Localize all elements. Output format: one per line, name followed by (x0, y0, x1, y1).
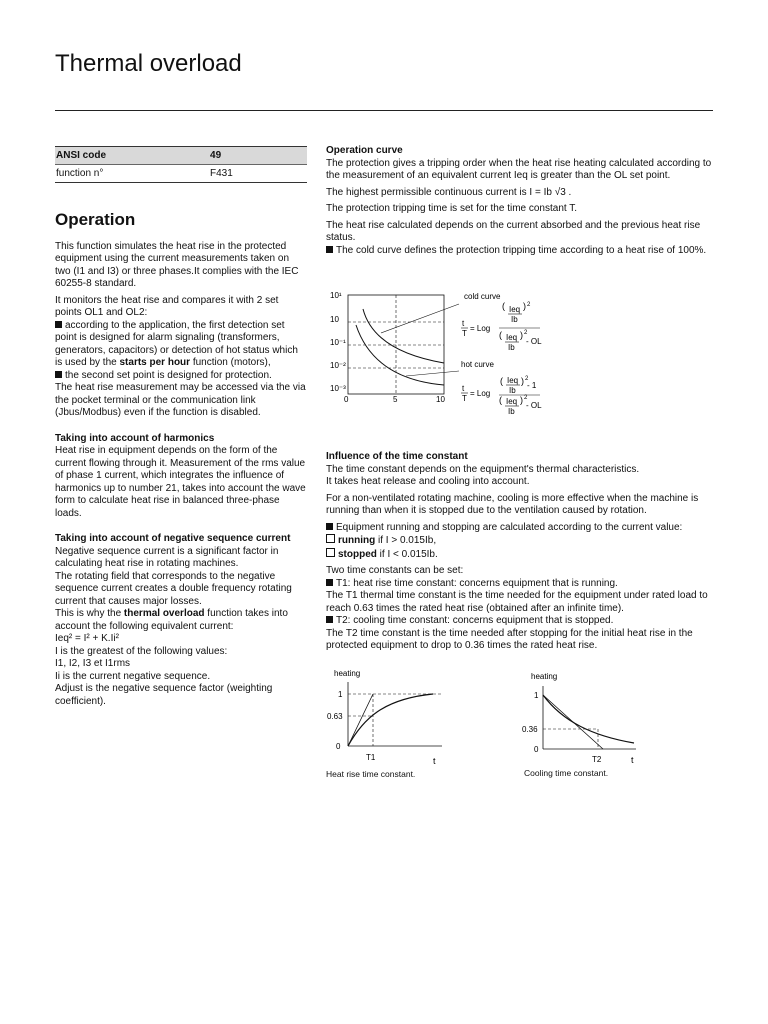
x-tick-label: T2 (592, 755, 602, 764)
cold-curve-text: The cold curve defines the protection tripping time according to a heat rise of 100%. (336, 244, 707, 256)
y-tick-label: 10 (330, 315, 339, 324)
negseq-heading: Taking into account of negative sequence current (55, 533, 291, 544)
ansi-table (55, 146, 307, 183)
bullet-icon (326, 579, 333, 586)
harmonics-text: Heat rise in equipment depends on the form of the current flowing through it. Measurement of the rms value of phase 1 current, which integrates the influence of harmonics up to number 21, takes into account the wave form to calculate heat rise in balanced three-phase loads. (55, 445, 306, 519)
y-axis-label: heating (334, 669, 361, 678)
bullet-icon (326, 523, 333, 530)
heat-rise-chart (318, 664, 458, 769)
formula-text: - 1 (527, 381, 537, 390)
paren-icon: ) (520, 330, 523, 340)
tc-line: The T2 time constant is the time needed after stopping for the initial heat rise in the protected equipment to drop to 0.36 times the rated heat rise. (326, 627, 693, 651)
y-tick-label: 10¹ (330, 291, 342, 300)
formula-text: = Log (470, 389, 491, 398)
tc-text: For a non-ventilated rotating machine, cooling is more effective when the machine is running than when it is stopped due to the ventilation caused by rotation. (326, 492, 699, 516)
cold-curve-pointer (381, 304, 459, 333)
cold-curve-formula (461, 301, 542, 352)
bullet-icon (55, 371, 62, 378)
paren-icon: ) (520, 395, 523, 405)
operation-heading: Operation (55, 210, 136, 229)
cooling-caption: Cooling time constant. (524, 768, 609, 778)
bullet-icon (55, 321, 62, 328)
operation-paragraph: This function simulates the heat rise in the protected equipment using the current measurements taken on two (I1 and I3) or three phases.It complies with the IEC 60255-8 standard. (55, 240, 299, 289)
x-tick-label: 0 (344, 395, 349, 404)
bullet-text: function (motors), (190, 357, 271, 368)
tc-text (326, 522, 716, 562)
tc-line: The T1 thermal time constant is the time needed for the equipment under rated load to reach 0.63 times the rated heat rise (obtained after an infinite time). (326, 590, 708, 614)
formula-text: = Log (470, 324, 491, 333)
formula-text: - OL (526, 401, 542, 410)
formula-text: Ieq (507, 376, 519, 385)
negseq-line: I is the greatest of the following values: (55, 645, 228, 657)
tc-text (326, 565, 716, 653)
formula-text: Ieq (506, 397, 518, 406)
title-rule (55, 110, 713, 111)
hot-formula-denominator (497, 393, 557, 417)
formula-text: - OL (526, 337, 542, 346)
formula-text: Ib (509, 386, 516, 395)
bullet-icon (326, 616, 333, 623)
function-value: F431 (210, 168, 233, 179)
tc-line: Two time constants can be set: (326, 565, 464, 576)
formula-text: Ieq (509, 305, 521, 314)
op-curve-text: The highest permissible continuous current is I = Ib √3 . (326, 186, 572, 198)
formula-text: Ib (508, 407, 515, 416)
x-tick-label: 5 (393, 395, 398, 404)
formula-text: 2 (524, 330, 528, 336)
checkbox-icon (326, 548, 335, 557)
op-curve-heading: Operation curve (326, 145, 403, 156)
cooling-chart (518, 664, 658, 769)
operation-curve-chart (326, 287, 566, 407)
bullet-text: the second set point is designed for protection. (65, 369, 272, 381)
formula-text: T (462, 394, 467, 403)
y-axis-label: heating (531, 672, 558, 681)
table-row (55, 165, 307, 183)
negseq-line: The rotating field that corresponds to the negative sequence current creates a double frequency rotating current that causes major losses. (55, 570, 292, 607)
y-tick-label: 1 (534, 691, 539, 700)
negseq-line: Adjust is the negative sequence factor (weighting coefficient). (55, 683, 273, 707)
paren-icon: ) (523, 301, 526, 311)
y-tick-label: 0 (534, 745, 539, 754)
tc-line: T2: cooling time constant: concerns equipment that is stopped. (336, 615, 614, 626)
formula-text: t (462, 384, 465, 393)
y-tick-label: 10⁻² (330, 361, 346, 370)
harmonics-heading: Taking into account of harmonics (55, 432, 215, 444)
tc-line: It takes heat release and cooling into account. (326, 476, 530, 487)
tc-text (326, 464, 716, 489)
tc-line: The time constant depends on the equipment's thermal characteristics. (326, 463, 640, 475)
tc-line: if I > 0.015Ib, (375, 535, 437, 546)
y-tick-label: 10⁻¹ (330, 338, 346, 347)
formula-text: 2 (524, 395, 528, 401)
time-constant-heading: Influence of the time constant (326, 451, 468, 462)
paren-icon: ( (500, 376, 503, 386)
negseq-line: Negative sequence current is a significant factor in calculating heat rise in rotating machines. (55, 545, 279, 569)
formula-text: Ieq (506, 333, 518, 342)
paren-icon: ( (499, 330, 502, 340)
heat-rise-text: The heat rise calculated depends on the current absorbed and the previous heat rise status. (326, 219, 701, 243)
op-curve-text: The protection tripping time is set for the time constant T. (326, 203, 578, 214)
formula-text: Ib (508, 343, 515, 352)
equivalent-current-formula: Ieq² = I² + K.Ii² (55, 633, 119, 644)
x-tick-label: T1 (366, 753, 376, 762)
hot-curve-line (356, 325, 444, 385)
operation-paragraph (55, 295, 307, 420)
tc-line: if I < 0.015Ib. (376, 548, 438, 560)
negseq-line: function takes into account the following equivalent current: (55, 608, 288, 632)
hot-curve-pointer (406, 371, 459, 376)
bold-text: running (338, 535, 376, 546)
op-curve-text: The protection gives a tripping order when the heat rise heating calculated according to the measurement of an equivalent current Ieq is greater than the OL set point. (326, 157, 712, 181)
denominator-drawing (497, 393, 557, 417)
negseq-text (55, 546, 307, 709)
ansi-value: 49 (210, 150, 222, 161)
heat-rise-caption: Heat rise time constant. (326, 769, 416, 779)
y-tick-label: 10⁻³ (330, 384, 346, 393)
op-curve-text (326, 220, 716, 258)
x-tick-label: 10 (436, 395, 445, 404)
checkbox-icon (326, 534, 335, 543)
tc-line: Equipment running and stopping are calculated according to the current value: (336, 521, 683, 533)
cold-curve-line (363, 309, 444, 363)
page-title: Thermal overload (55, 50, 242, 77)
paren-icon: ( (502, 301, 505, 311)
formula-text: 2 (527, 302, 531, 308)
bullet-text: according to the application, the first detection set point is designed for alarm signaling (transformers, generators, capacitors) or detection of hot status which is used by the (55, 319, 298, 368)
ansi-label: ANSI code (56, 150, 107, 161)
negseq-line: I1, I2, I3 et I1rms (55, 658, 131, 669)
operation-curve-section (326, 145, 716, 261)
formula-text: Ib (511, 315, 518, 324)
paren-icon: ) (521, 376, 524, 386)
hot-curve-label: hot curve (461, 360, 494, 369)
formula-text: t (462, 319, 465, 328)
x-axis-label: t (433, 756, 436, 766)
formula-text: 2 (525, 376, 529, 382)
formula-text: T (462, 329, 467, 338)
bold-text: thermal overload (123, 608, 205, 619)
table-row (55, 147, 307, 165)
time-constant-section (326, 451, 716, 657)
cold-curve-label: cold curve (464, 292, 501, 301)
x-axis-label: t (631, 755, 634, 765)
tc-line: T1: heat rise time constant: concerns equipment that is running. (336, 577, 618, 589)
negseq-line: This is why the (55, 608, 124, 619)
tangent-line (348, 694, 373, 746)
plot-frame (348, 295, 444, 394)
left-column (55, 210, 307, 712)
bold-text: stopped (338, 548, 377, 560)
y-tick-label: 0.36 (522, 725, 538, 734)
function-label: function n° (56, 168, 104, 179)
bullet-icon (326, 246, 333, 253)
y-tick-label: 0 (336, 742, 341, 751)
setpoints-text: It monitors the heat rise and compares it with 2 set points OL1 and OL2: (55, 294, 279, 318)
paren-icon: ( (499, 395, 502, 405)
access-text: The heat rise measurement may be accessed via the via the pocket terminal or the communication link (Jbus/Modbus) even if the function is disabled. (55, 382, 306, 418)
negseq-line: Ii is the current negative sequence. (55, 670, 211, 682)
y-tick-label: 0.63 (327, 712, 343, 721)
bold-text: starts per hour (119, 357, 191, 368)
y-tick-label: 1 (338, 690, 343, 699)
